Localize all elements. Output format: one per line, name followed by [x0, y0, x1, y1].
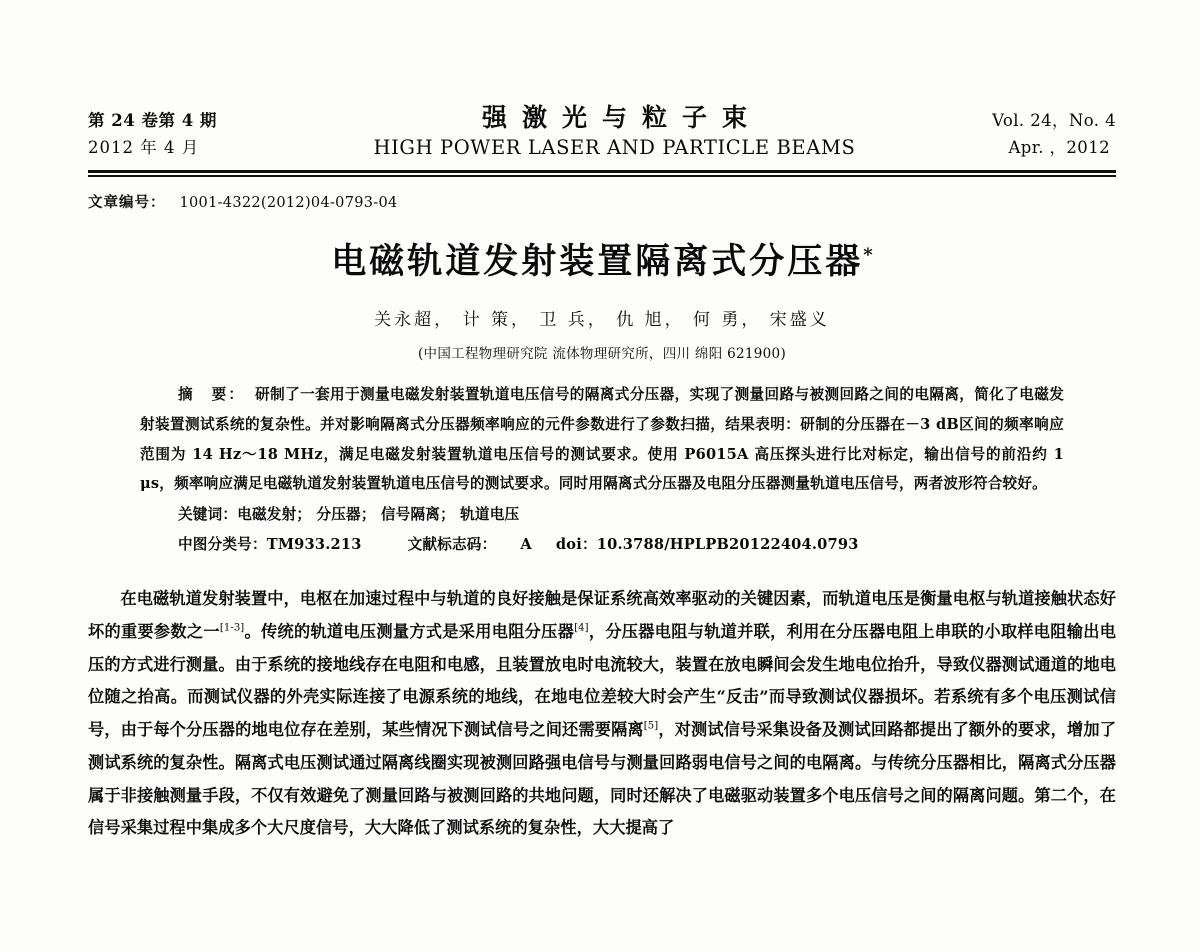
- body-text-segment-2: 。传统的轨道电压测量方式是采用电阻分压器: [244, 621, 575, 641]
- body-text-segment-1: 在电磁轨道发射装置中，电枢在加速过程中与轨道的良好接触是保证系统高效率驱动的关键因素，而轨道电压是衡量电枢与轨道接触状态好坏的重要参数之一: [88, 589, 1116, 641]
- keywords-line: [140, 501, 1064, 529]
- abstract-label: 摘 要：: [178, 386, 246, 404]
- journal-title-cn: 强激光与粒子束: [481, 103, 762, 132]
- citation-ref-2: [4]: [574, 622, 589, 634]
- abstract-text: 研制了一套用于测量电磁发射装置轨道电压信号的隔离式分压器，实现了测量回路与被测回路之间的电隔离，简化了电磁发射装置测试系统的复杂性。并对影响隔离式分压器频率响应的元件参数进行了参数扫描，结果表明：研制的分压器在－3 dB区间的频率响应范围为 14 Hz～18 MHz，满足电磁发射装置轨道电压信号的测试要求。使用 P6015A 高压探头进行比对标定，输出信号的前沿约 1 μs，频率响应满足电磁轨道发射装置轨道电压信号的测试要求。同时用隔离式分压器及电阻分压器测量轨道电压信号，两者波形符合较好。: [140, 386, 1064, 493]
- keywords-label: 关键词：: [178, 506, 238, 524]
- body-text: [88, 583, 1116, 845]
- citation-ref-1: [1-3]: [219, 622, 245, 634]
- journal-title-en: HIGH POWER LASER AND PARTICLE BEAMS: [373, 136, 856, 159]
- masthead-divider: [88, 170, 1116, 177]
- body-text-segment-5: 之间的隔离问题。第二个，在信号采集过程中集成多个大尺度信号，大大降低了测试系统的复杂性，大大提高了: [88, 785, 1116, 838]
- document-code-label: 文献标志码：: [407, 536, 497, 554]
- article-number-label: 文章编号：: [88, 194, 166, 212]
- document-code-value: A: [520, 536, 532, 554]
- title-footnote-marker: *: [863, 244, 873, 266]
- clc-value: TM933.213: [266, 536, 362, 554]
- author-affiliation: (中国工程物理研究院 流体物理研究所，四川 绵阳 621900): [417, 346, 787, 363]
- volume-issue-cn: 第 24 卷第 4 期: [88, 110, 217, 130]
- paper-title-text: 电磁轨道发射装置隔离式分压器: [331, 241, 864, 283]
- body-text-segment-3: ，分压器电阻与轨道并联，利用在分压器电阻上串联的小取样电阻输出电压的方式进行测量。由于系统的接地线存在电阻和电感，且装置放电时电流较大，装置在放电瞬间会发生地电位抬升，导致仪器测试通道的地电位随之抬高。而测试仪器的外壳实际连接了电源系统的地线，在地电位差较大时会产生“反击”而导致测试仪器损坏。若系统有多个电压测试信号，由于每个分压器的地电位存在差别，某些情况下测试信号之间还需要隔离: [88, 621, 1116, 740]
- paper-title: [88, 240, 1116, 285]
- journal-masthead: [88, 0, 1116, 161]
- classification-line: [140, 531, 1064, 559]
- volume-issue-en: Vol. 24，No. 4: [992, 110, 1116, 130]
- article-number-value: 1001-4322(2012)04-0793-04: [179, 195, 398, 212]
- abstract-block: [140, 380, 1064, 499]
- masthead-center: [324, 103, 905, 161]
- publication-date-cn: 2012 年 4 月: [88, 137, 200, 157]
- masthead-right: [911, 108, 1116, 161]
- doi-label: doi：: [555, 536, 597, 554]
- article-number: [88, 191, 1116, 212]
- author-list: 关永超， 计 策， 卫 兵， 仇 旭， 何 勇， 宋盛义: [374, 310, 830, 331]
- citation-ref-3: [5]: [643, 720, 659, 732]
- page-content: [88, 0, 1116, 845]
- body-text-segment-4: ，对测试信号采集设备及测试回路都提出了额外的要求，增加了测试系统的复杂性。隔离式电压测试通过隔离线圈实现被测回路强电信号与测量回路弱电信号之间的电隔离。与传统分压器相比，隔离式分压器属于非接触测量手段，不仅有效避免了测量回路与被测回路的共地问题，同时还解决了电磁驱动装置多个电压信号: [88, 720, 1116, 805]
- masthead-left: [88, 108, 318, 161]
- keywords-value: 电磁发射； 分压器； 信号隔离； 轨道电压: [237, 506, 520, 524]
- clc-label: 中图分类号：: [178, 536, 267, 554]
- publication-date-en: Apr. ，2012: [1008, 137, 1110, 157]
- body-paragraph: [88, 583, 1116, 845]
- doi-value: 10.3788/HPLPB20122404.0793: [596, 536, 859, 554]
